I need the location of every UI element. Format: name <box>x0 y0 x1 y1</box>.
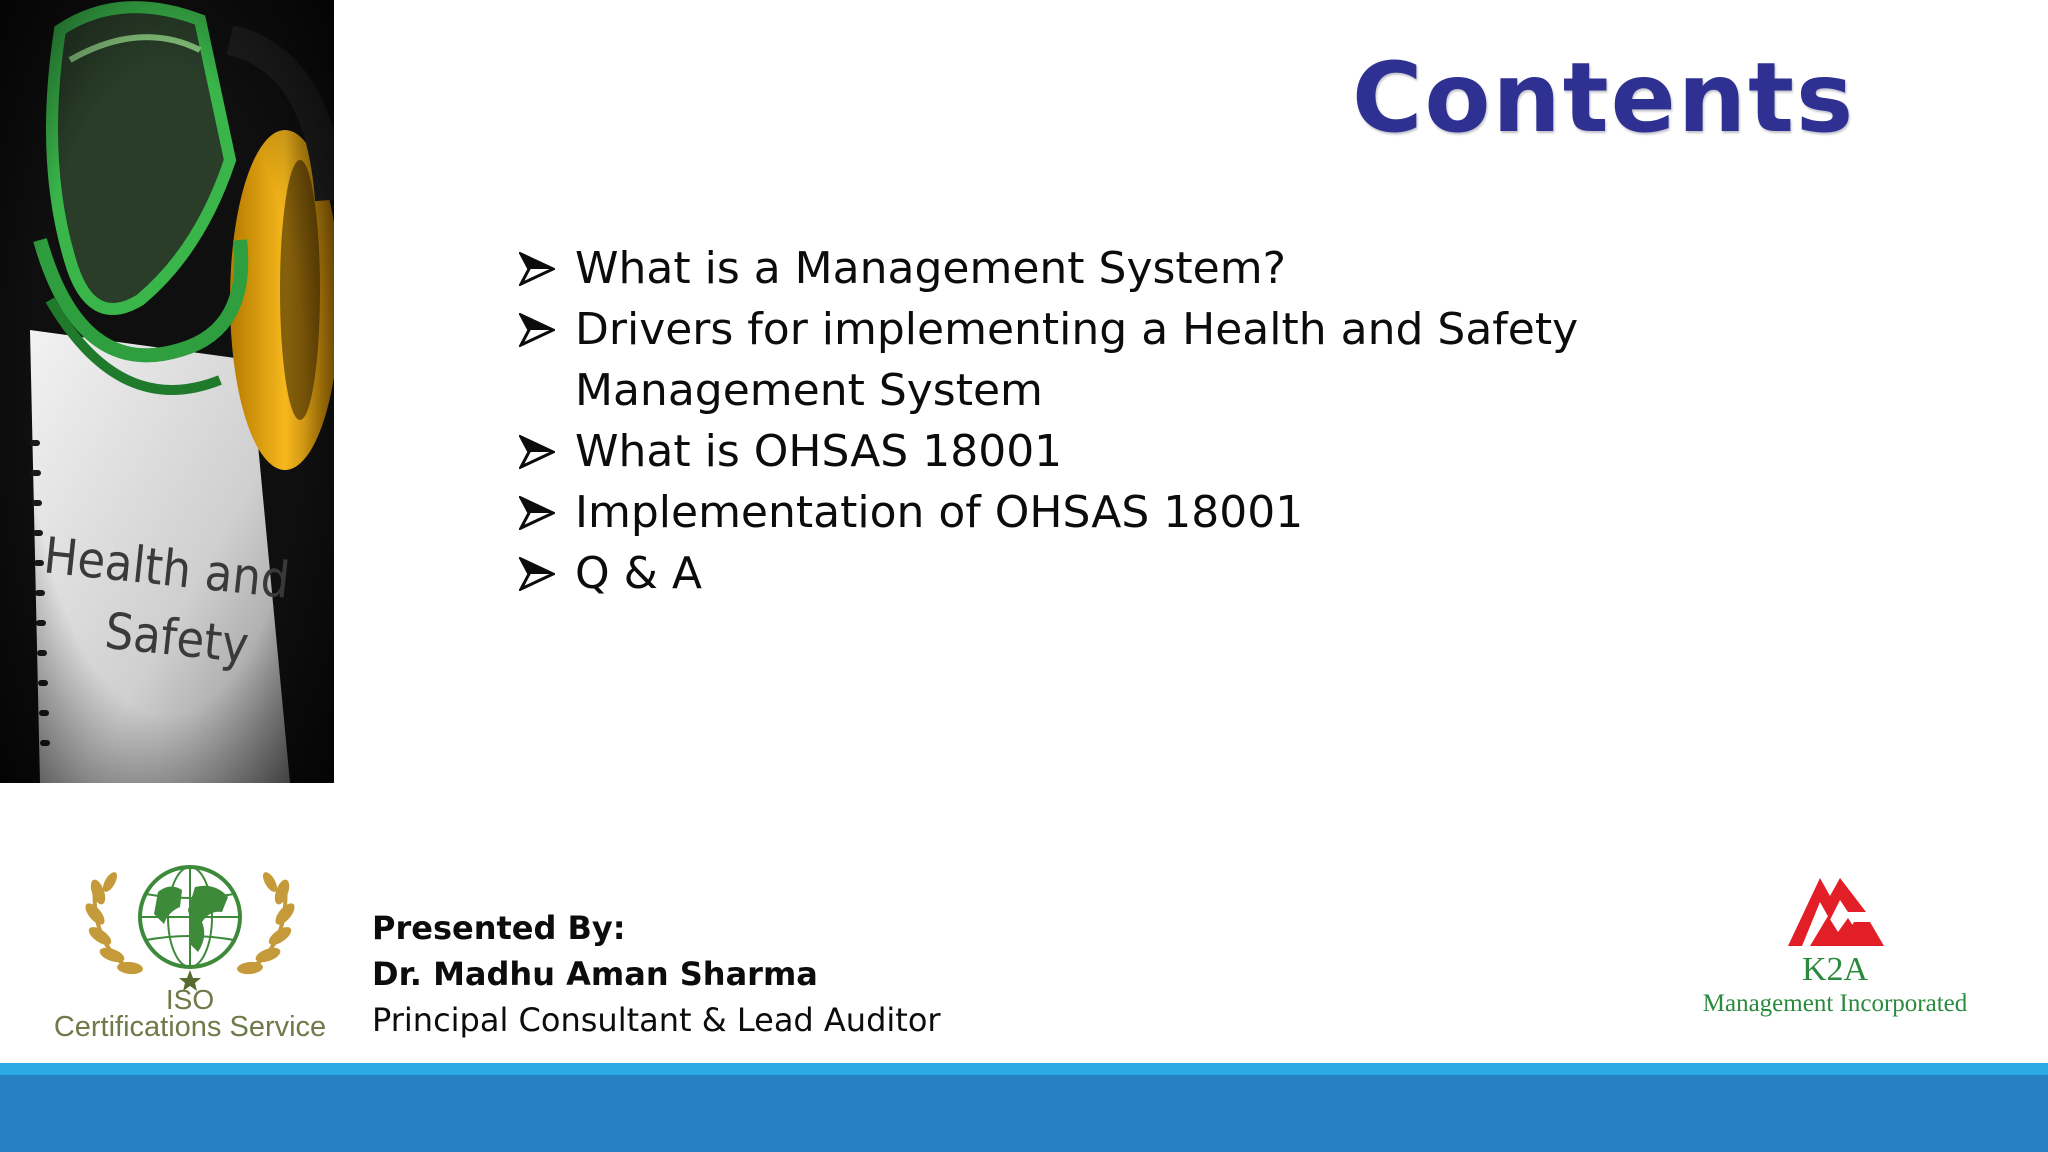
iso-logo-line2: Certifications Service <box>53 1011 327 1043</box>
list-item-text: Q & A <box>575 548 703 599</box>
k2a-logo-name: K2A <box>1801 951 1869 988</box>
footer-stripe <box>0 1063 2048 1075</box>
iso-certifications-logo <box>40 852 340 1042</box>
list-item-text: Implementation of OHSAS 18001 <box>575 487 1304 538</box>
presenter-label: Presented By: <box>372 909 626 947</box>
list-item <box>515 238 1615 299</box>
presenter-name: Dr. Madhu Aman Sharma <box>372 955 818 993</box>
k2a-logo-tagline: Management Incorporated <box>1702 990 1968 1017</box>
k2a-logo <box>1670 872 2000 1032</box>
arrowhead-bullet-icon <box>519 543 559 604</box>
list-item-text: What is a Management System? <box>575 243 1286 294</box>
arrowhead-bullet-icon <box>519 238 559 299</box>
list-item <box>515 421 1615 482</box>
contents-list <box>515 238 1615 604</box>
list-item-text: Drivers for implementing a Health and Safety Management System <box>575 304 1579 416</box>
iso-logo-line1: ISO <box>165 984 215 1015</box>
globe-laurel-icon <box>40 852 340 992</box>
list-item <box>515 299 1615 421</box>
health-safety-illustration <box>0 0 334 783</box>
list-item <box>515 543 1615 604</box>
arrowhead-bullet-icon <box>519 482 559 543</box>
health-safety-photo <box>0 0 334 783</box>
arrowhead-bullet-icon <box>519 421 559 482</box>
arrowhead-bullet-icon <box>519 299 559 360</box>
footer-bar <box>0 1075 2048 1152</box>
list-item <box>515 482 1615 543</box>
list-item-text: What is OHSAS 18001 <box>575 426 1063 477</box>
presenter-block <box>372 905 941 1043</box>
k2a-mountain-icon <box>1670 872 2000 952</box>
slide-title: Contents <box>1352 42 1856 154</box>
presenter-role: Principal Consultant & Lead Auditor <box>372 1001 941 1039</box>
